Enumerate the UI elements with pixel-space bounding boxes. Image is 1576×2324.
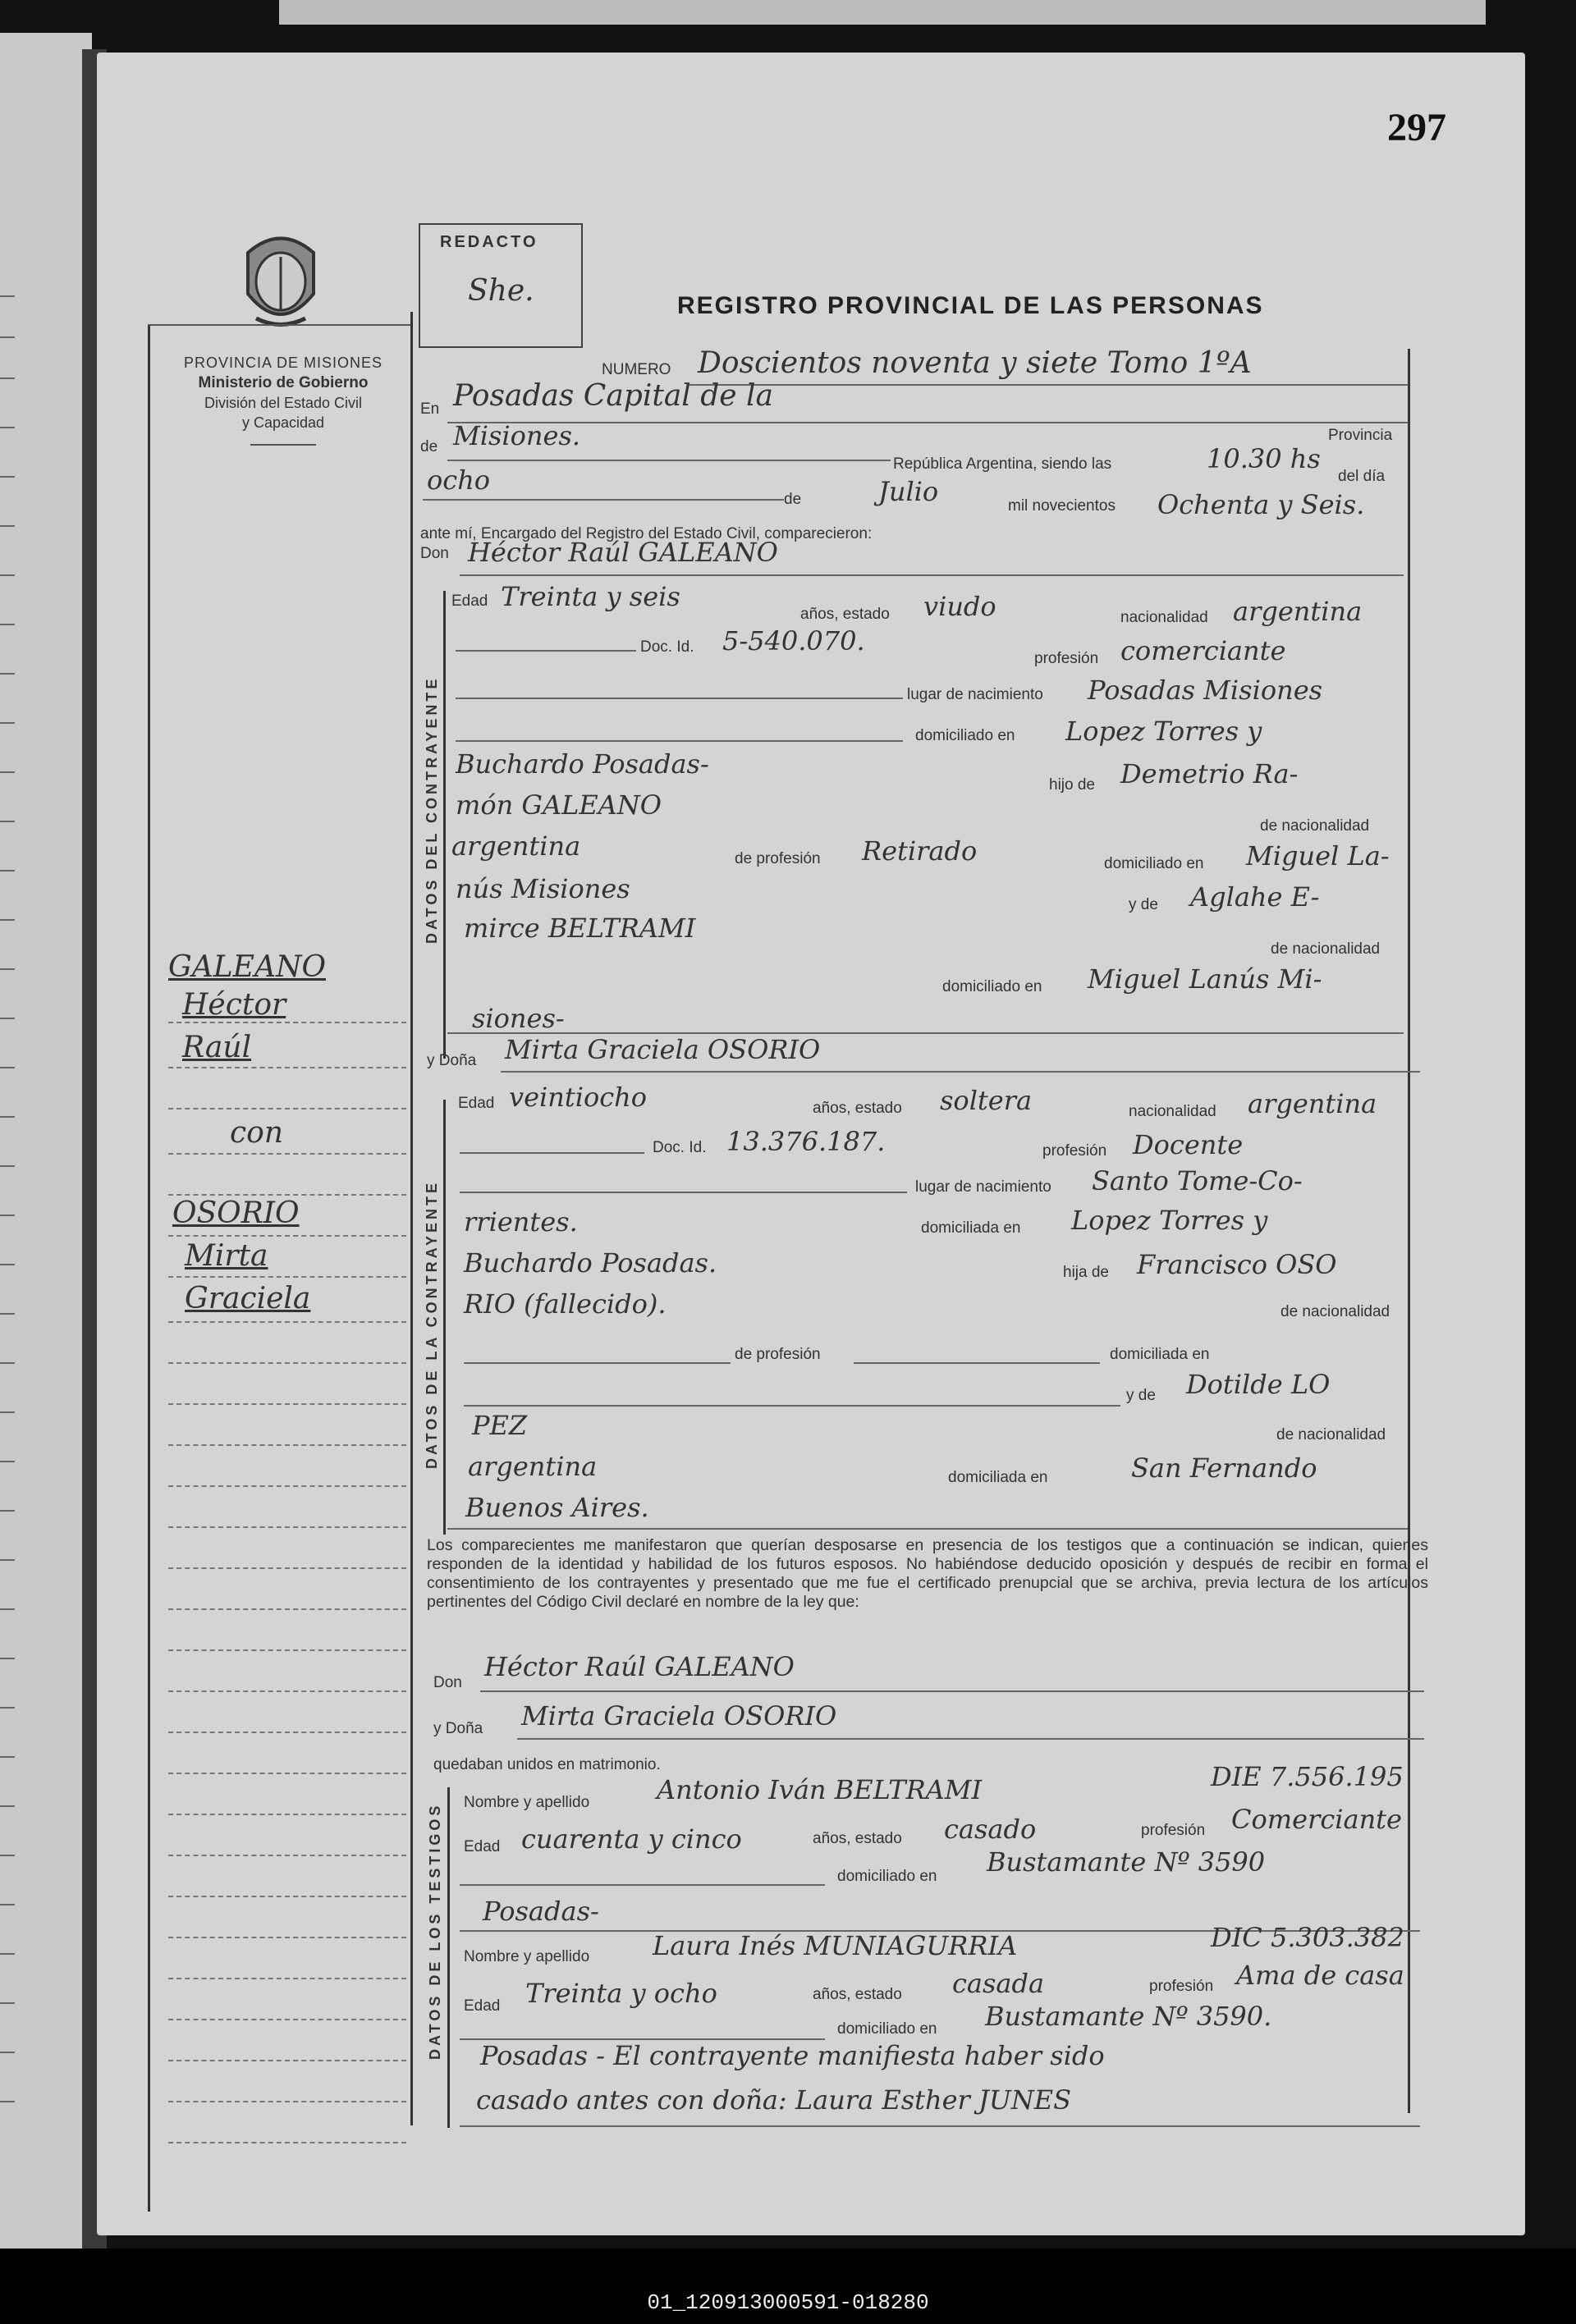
left-page [0,33,92,2249]
redacto-box [419,223,583,348]
groom-estado-label: años, estado [800,606,890,623]
line [456,698,903,699]
margin-con: con [230,1116,284,1150]
scan-identifier: 01_120913000591-018280 [0,2281,1576,2324]
groom-lugar-value: Posadas Misiones [1088,675,1323,706]
groom-doc-label: Doc. Id. [640,638,694,656]
margin-bride-name2: Graciela [185,1282,311,1315]
numero-value: Doscientos noventa y siete Tomo 1ºA [698,346,1252,380]
top-page-edge [279,0,1486,25]
republica-label: República Argentina, siendo las [893,455,1112,473]
bride-dom-label: domiciliada en [921,1219,1021,1237]
line [456,740,903,742]
bride-madre-dom-label: domiciliada en [948,1469,1048,1486]
bride-nac-value: argentina [1248,1088,1377,1119]
line [423,499,784,501]
groom-padre-prof-value: Retirado [862,835,978,867]
groom-y-de-label: y de [1129,896,1158,913]
w2-dom-value-3: casado antes con doña: Laura Esther JUNES [476,2084,1072,2116]
page-number: 297 [1387,106,1446,149]
bride-prof-label: profesión [1042,1142,1107,1160]
provincia-value: Misiones. [453,420,581,451]
groom-padre-prof-label: de profesión [735,850,821,867]
bride-name-value: Mirta Graciela OSORIO [505,1034,821,1065]
province-line-1: PROVINCIA DE MISIONES [183,355,383,371]
witness-section-label: DATOS DE LOS TESTIGOS [427,1802,443,2060]
bottom-edge [0,2249,1576,2281]
line [854,1362,1100,1364]
groom-madre-value-1: Aglahe E- [1190,881,1320,913]
groom-dom-label: domiciliado en [915,727,1015,744]
groom-padre-value-1: Demetrio Ra- [1120,758,1299,789]
groom-nac-label: nacionalidad [1120,609,1208,626]
line [517,1738,1424,1740]
w1-estado-label: años, estado [813,1830,902,1847]
bride-madre-dom-value-2: Buenos Aires. [465,1492,649,1523]
groom-nac-value: argentina [1233,596,1363,627]
ante-mi-label: ante mí, Encargado del Registro del Estado Civil, comparecieron: [420,525,873,542]
bride-lugar-value-1: Santo Tome-Co- [1092,1165,1303,1196]
don-label: Don [420,545,449,562]
groom-lugar-label: lugar de nacimiento [907,686,1043,703]
w2-dom-value-1: Bustamante Nº 3590. [985,2001,1272,2032]
bride-dom-value-2: Buchardo Posadas. [464,1247,717,1279]
line [480,1690,1424,1692]
redacto-label: REDACTO [440,233,538,251]
line [447,1528,1408,1530]
groom-padre-dom-value-1: Miguel La- [1246,840,1390,872]
bride-section-label: DATOS DE LA CONTRAYENTE [424,1179,440,1469]
mes-value: Julio [878,476,939,507]
margin-bride-name1: Mirta [185,1239,268,1273]
groom-section-label: DATOS DEL CONTRAYENTE [424,675,440,944]
groom-madre-value-2: mirce BELTRAMI [464,913,696,944]
bride-madre-nac-value: argentina [468,1451,598,1482]
groom-madre-dom-label: domiciliado en [942,978,1042,995]
main-left-rule [410,312,413,2125]
bride-padre-value-2: RIO (fallecido). [464,1288,667,1320]
groom-doc-value: 5-540.070. [722,625,865,656]
groom-madre-nac-label: de nacionalidad [1271,940,1381,958]
bride-edad-label: Edad [458,1095,495,1112]
groom-edad-label: Edad [451,592,488,610]
de-label: de [420,438,438,455]
groom-padre-nac-value: argentina [451,830,581,862]
groom-dom-value-1: Lopez Torres y [1065,716,1262,747]
bride-section-rule [443,1100,446,1535]
bride-padre-nac-label: de nacionalidad [1280,1303,1390,1320]
groom-madre-dom-value-2: siones- [472,1003,565,1034]
w2-edad-label: Edad [464,1997,501,2015]
bride-prof-value: Docente [1133,1129,1244,1160]
bride-doc-value: 13.376.187. [726,1126,886,1157]
w2-nombre-value: Laura Inés MUNIAGURRIA [653,1930,1018,1961]
bride-madre-dom-value-1: San Fernando [1131,1452,1317,1484]
line [447,460,891,461]
w1-dom-label: domiciliado en [837,1868,937,1885]
groom-edad-value: Treinta y seis [501,581,680,612]
w1-doc-value: DIE 7.556.195 [1211,1761,1404,1792]
w1-dom-value-1: Bustamante Nº 3590 [987,1846,1266,1878]
line [460,2125,1420,2127]
provincia-label: Provincia [1328,427,1393,444]
en-label: En [420,400,440,418]
dona-label: y Doña [427,1052,477,1069]
w1-edad-value: cuarenta y cinco [521,1823,742,1855]
line [460,1152,644,1154]
line [456,650,636,652]
w1-edad-label: Edad [464,1838,501,1855]
declared-dona-label: y Doña [433,1720,483,1737]
anio-value: Ochenta y Seis. [1157,489,1365,520]
bride-doc-label: Doc. Id. [653,1139,707,1156]
dia-value: ocho [427,464,491,496]
quedaban-label: quedaban unidos en matrimonio. [433,1756,661,1773]
line [690,384,1408,386]
line [447,422,1408,423]
w1-estado-value: casado [944,1814,1037,1845]
w2-estado-value: casada [952,1968,1045,1999]
line [460,1192,907,1193]
bride-padre-value-1: Francisco OSO [1137,1249,1337,1280]
bride-padre-prof-label: de profesión [735,1346,821,1363]
bride-lugar-value-2: rrientes. [464,1206,578,1237]
w1-prof-value: Comerciante [1231,1804,1402,1835]
bride-estado-label: años, estado [813,1100,902,1117]
groom-padre-dom-label: domiciliado en [1104,855,1204,872]
declared-groom-value: Héctor Raúl GALEANO [484,1651,795,1682]
groom-padre-value-2: món GALEANO [456,789,662,821]
w2-edad-value: Treinta y ocho [525,1978,717,2009]
bride-madre-value-1: Dotilde LO [1186,1369,1331,1400]
del-dia-label: del día [1338,468,1386,485]
margin-groom-surname: GALEANO [168,950,326,984]
left-margin-rule [148,324,150,2212]
w2-dom-label: domiciliado en [837,2020,937,2038]
mil-novecientos-label: mil novecientos [1008,497,1116,515]
bride-madre-value-2: PEZ [472,1410,528,1441]
groom-dom-value-2: Buchardo Posadas- [456,748,709,780]
line [464,1405,1120,1407]
bride-nac-label: nacionalidad [1129,1103,1216,1120]
bride-madre-nac-label: de nacionalidad [1276,1426,1386,1443]
groom-padre-nac-label: de nacionalidad [1260,817,1370,835]
en-value: Posadas Capital de la [453,379,774,413]
province-divider [250,444,316,446]
province-line-2 [160,373,406,393]
w1-nombre-value: Antonio Iván BELTRAMI [657,1774,983,1805]
w1-dom-value-2: Posadas- [483,1896,599,1927]
margin-bride-surname: OSORIO [172,1196,300,1230]
declared-bride-value: Mirta Graciela OSORIO [521,1700,837,1732]
declared-don-label: Don [433,1674,462,1691]
bride-edad-value: veintiocho [509,1082,648,1113]
line [464,1362,731,1364]
margin-groom-name1: Héctor [182,988,286,1022]
w2-nombre-label: Nombre y apellido [464,1948,590,1965]
w1-nombre-label: Nombre y apellido [464,1794,590,1811]
groom-hijo-label: hijo de [1049,776,1095,794]
margin-groom-name2: Raúl [182,1031,252,1064]
line [460,1884,825,1886]
numero-label: NUMERO [602,361,671,378]
bride-y-de-label: y de [1126,1387,1156,1404]
w1-prof-label: profesión [1141,1822,1206,1839]
top-margin-rule [148,324,410,326]
provincial-seal-icon [231,228,330,335]
bride-padre-dom-label: domiciliada en [1110,1346,1210,1363]
w2-dom-value-2: Posadas - El contrayente manifiesta haber sido [480,2040,1105,2071]
province-line-4: y Capacidad [241,414,325,431]
groom-name-value: Héctor Raúl GALEANO [468,537,778,568]
groom-prof-label: profesión [1034,650,1099,667]
de2-label: de [784,491,802,508]
province-block [160,353,406,446]
main-right-rule [1408,349,1410,2113]
groom-estado-value: viudo [923,591,996,622]
bride-lugar-label: lugar de nacimiento [915,1178,1051,1196]
document-title: REGISTRO PROVINCIAL DE LAS PERSONAS [677,292,1264,319]
w2-prof-value: Ama de casa [1236,1960,1404,1991]
bride-dom-value-1: Lopez Torres y [1071,1205,1268,1236]
groom-prof-value: comerciante [1120,635,1286,666]
w2-prof-label: profesión [1149,1978,1214,1995]
hora-value: 10.30 hs [1207,443,1321,474]
witness-section-rule [447,1787,450,2128]
groom-madre-dom-value-1: Miguel Lanús Mi- [1088,963,1322,995]
groom-section-rule [443,591,446,1059]
declaration-paragraph: Los comparecientes me manifestaron que querían desposarse en presencia de los testigos que a continuación se indican, quienes responden de la identidad y habilidad de los futuros esposos. No habiéndose deducido oposición y después de recibir en forma el consentimiento de los contrayentes y presentado que me fue el certificado prenupcial que se archiva, previa lectura de los artículos pertinentes del Código Civil declaré en nombre de la ley que: [427,1536,1428,1611]
bride-estado-value: soltera [940,1085,1033,1116]
redacto-initials: She. [468,274,534,308]
groom-padre-dom-value-2: nús Misiones [456,873,630,904]
province-line-3: División del Estado Civil [204,395,363,411]
ministry-name: Ministerio de Gobierno [198,374,369,391]
line [460,574,1404,576]
w2-doc-value: DIC 5.303.382 [1211,1922,1404,1953]
bride-hija-label: hija de [1063,1264,1109,1281]
w2-estado-label: años, estado [813,1986,902,2003]
line [501,1071,1420,1073]
